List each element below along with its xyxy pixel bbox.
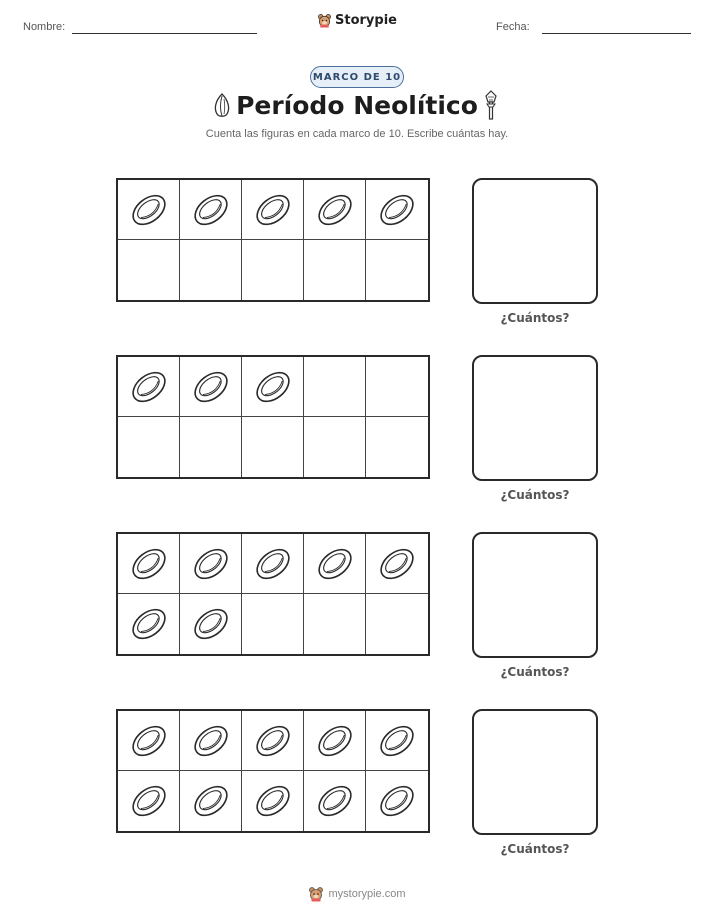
ten-frame-cell (242, 180, 304, 240)
seed-icon (191, 781, 231, 821)
ten-frame-cell (366, 240, 428, 300)
ten-frame-cell (118, 180, 180, 240)
ten-frame-cell (304, 534, 366, 594)
ten-frame-cell (242, 594, 304, 654)
worksheet-type-badge: MARCO DE 10 (310, 66, 404, 88)
seed-icon (377, 544, 417, 584)
ten-frame-cell (180, 594, 242, 654)
ten-frame-cell (304, 417, 366, 477)
seed-icon (253, 721, 293, 761)
footer (0, 886, 714, 902)
ten-frame (116, 355, 430, 479)
ten-frame-cell (118, 417, 180, 477)
ten-frame-cell (242, 534, 304, 594)
how-many-label: ¿Cuántos? (500, 311, 570, 325)
ten-frame-cell (366, 594, 428, 654)
footer-url[interactable]: mystorypie.com (328, 888, 406, 900)
seed-icon (315, 721, 355, 761)
date-line[interactable] (542, 33, 691, 34)
seed-icon (191, 367, 231, 407)
seed-icon (315, 781, 355, 821)
ten-frame-cell (304, 594, 366, 654)
ten-frame (116, 178, 430, 302)
seed-icon (191, 604, 231, 644)
ten-frame-cell (118, 240, 180, 300)
name-label: Nombre: (23, 21, 66, 33)
ten-frame-cell (242, 711, 304, 771)
ten-frame-cell (118, 594, 180, 654)
ten-frame-cell (180, 771, 242, 831)
ten-frame-cell (366, 534, 428, 594)
seed-icon (191, 190, 231, 230)
page-title: Período Neolítico (236, 91, 478, 120)
ten-frame-cell (180, 534, 242, 594)
brand-name: Storypie (335, 13, 397, 28)
date-label: Fecha: (496, 21, 530, 33)
ten-frame-cell (304, 711, 366, 771)
seed-icon (129, 604, 169, 644)
seed-icon (377, 721, 417, 761)
ten-frame-cell (180, 180, 242, 240)
ten-frame-cell (180, 417, 242, 477)
ten-frame-cell (242, 771, 304, 831)
stone-axe-icon (481, 90, 501, 122)
seed-icon (191, 544, 231, 584)
ten-frame-cell (180, 357, 242, 417)
ten-frame-cell (304, 240, 366, 300)
ten-frame-cell (304, 357, 366, 417)
seed-icon (129, 544, 169, 584)
seed-icon (253, 781, 293, 821)
ten-frame-cell (366, 417, 428, 477)
ten-frame-cell (118, 771, 180, 831)
seed-icon (253, 190, 293, 230)
name-line[interactable] (72, 33, 257, 34)
answer-box[interactable] (472, 355, 598, 481)
how-many-label: ¿Cuántos? (500, 665, 570, 679)
ten-frame-cell (242, 357, 304, 417)
ten-frame-cell (304, 180, 366, 240)
instructions: Cuenta las figuras en cada marco de 10. Escribe cuántas hay. (205, 128, 509, 140)
seed-icon (129, 781, 169, 821)
how-many-label: ¿Cuántos? (500, 842, 570, 856)
ten-frame-cell (366, 711, 428, 771)
seed-icon (253, 544, 293, 584)
how-many-label: ¿Cuántos? (500, 488, 570, 502)
ten-frame-cell (304, 771, 366, 831)
ten-frame-cell (180, 711, 242, 771)
seed-icon (377, 781, 417, 821)
answer-box[interactable] (472, 178, 598, 304)
bear-mascot-icon (308, 886, 324, 902)
answer-box[interactable] (472, 709, 598, 835)
ten-frame-cell (242, 417, 304, 477)
ten-frame-cell (118, 357, 180, 417)
seed-icon (129, 367, 169, 407)
seed-icon (315, 190, 355, 230)
bear-mascot-icon (317, 13, 332, 28)
ten-frame-cell (242, 240, 304, 300)
seed-icon (253, 367, 293, 407)
seed-icon (129, 721, 169, 761)
brand-logo (0, 13, 714, 28)
ten-frame-cell (180, 240, 242, 300)
ten-frame-cell (366, 771, 428, 831)
answer-box[interactable] (472, 532, 598, 658)
ten-frame-cell (366, 357, 428, 417)
ten-frame-cell (118, 534, 180, 594)
seed-icon (129, 190, 169, 230)
ten-frame-cell (118, 711, 180, 771)
ten-frame-cell (366, 180, 428, 240)
seed-icon (315, 544, 355, 584)
ten-frame (116, 709, 430, 833)
ten-frame (116, 532, 430, 656)
seed-icon (191, 721, 231, 761)
seed-icon (377, 190, 417, 230)
